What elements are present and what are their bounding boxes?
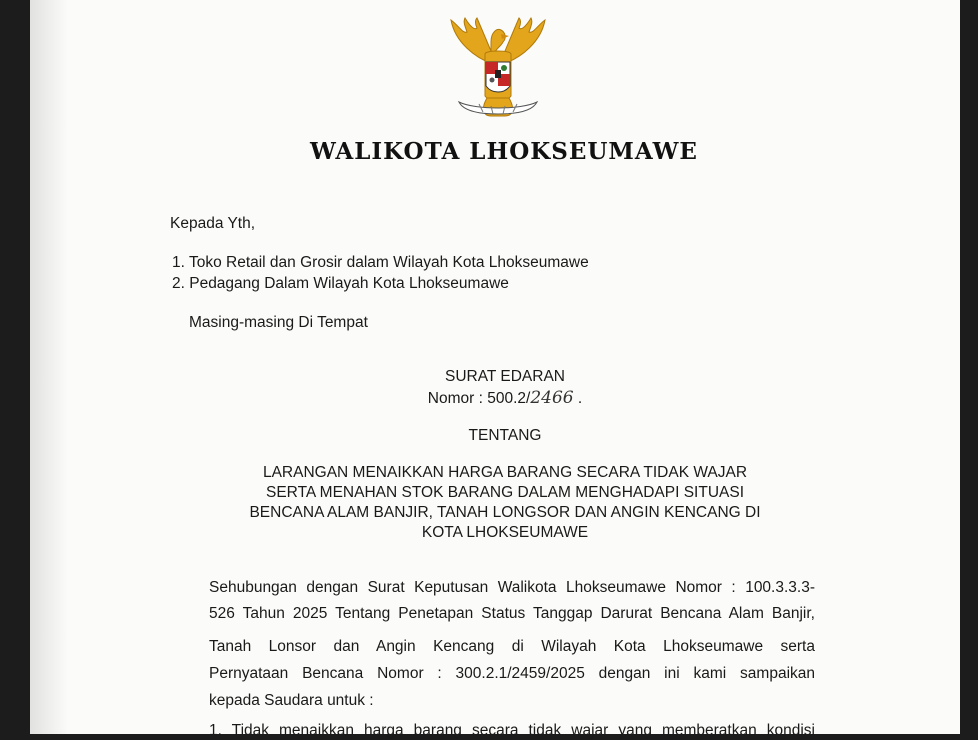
- recipient-item: 1. Toko Retail dan Grosir dalam Wilayah Kota Lhokseumawe: [172, 254, 589, 271]
- subject-line: BENCANA ALAM BANJIR, TANAH LONGSOR DAN ANGIN KENCANG DI: [249, 504, 761, 521]
- letter-number: [200, 388, 810, 408]
- letterhead-title: WALIKOTA LHOKSEUMAWE: [310, 138, 698, 165]
- recipient-place: Masing-masing Di Tempat: [189, 314, 368, 331]
- body-line: kepada Saudara untuk :: [209, 692, 374, 709]
- letter-number-handwritten: 2466: [530, 388, 574, 408]
- garuda-emblem-icon: [441, 12, 555, 126]
- letter-number-label: Nomor : 500.2/: [427, 390, 531, 407]
- body-line: 1. Tidak menaikkan harga barang secara tidak wajar yang memberatkan kondisi: [209, 722, 815, 739]
- body-line: Tanah Lonsor dan Angin Kencang di Wilayah Kota Lhokseumawe serta: [209, 638, 815, 655]
- body-line: Sehubungan dengan Surat Keputusan Walikota Lhokseumawe Nomor : 100.3.3.3-: [209, 579, 815, 596]
- subject-line: LARANGAN MENAIKKAN HARGA BARANG SECARA TIDAK WAJAR: [262, 464, 748, 481]
- greeting: Kepada Yth,: [170, 215, 256, 232]
- body-line: Pernyataan Bencana Nomor : 300.2.1/2459/2025 dengan ini kami sampaikan: [209, 665, 815, 682]
- subject-line: KOTA LHOKSEUMAWE: [421, 524, 589, 541]
- letter-type: SURAT EDARAN: [444, 368, 565, 385]
- about-label: TENTANG: [468, 427, 542, 444]
- body-line: 526 Tahun 2025 Tentang Penetapan Status Tanggap Darurat Bencana Alam Banjir,: [209, 605, 815, 622]
- letter-number-suffix: .: [577, 390, 583, 407]
- subject-line: SERTA MENAHAN STOK BARANG DALAM MENGHADAPI SITUASI: [265, 484, 745, 501]
- recipient-item: 2. Pedagang Dalam Wilayah Kota Lhokseumawe: [172, 275, 509, 292]
